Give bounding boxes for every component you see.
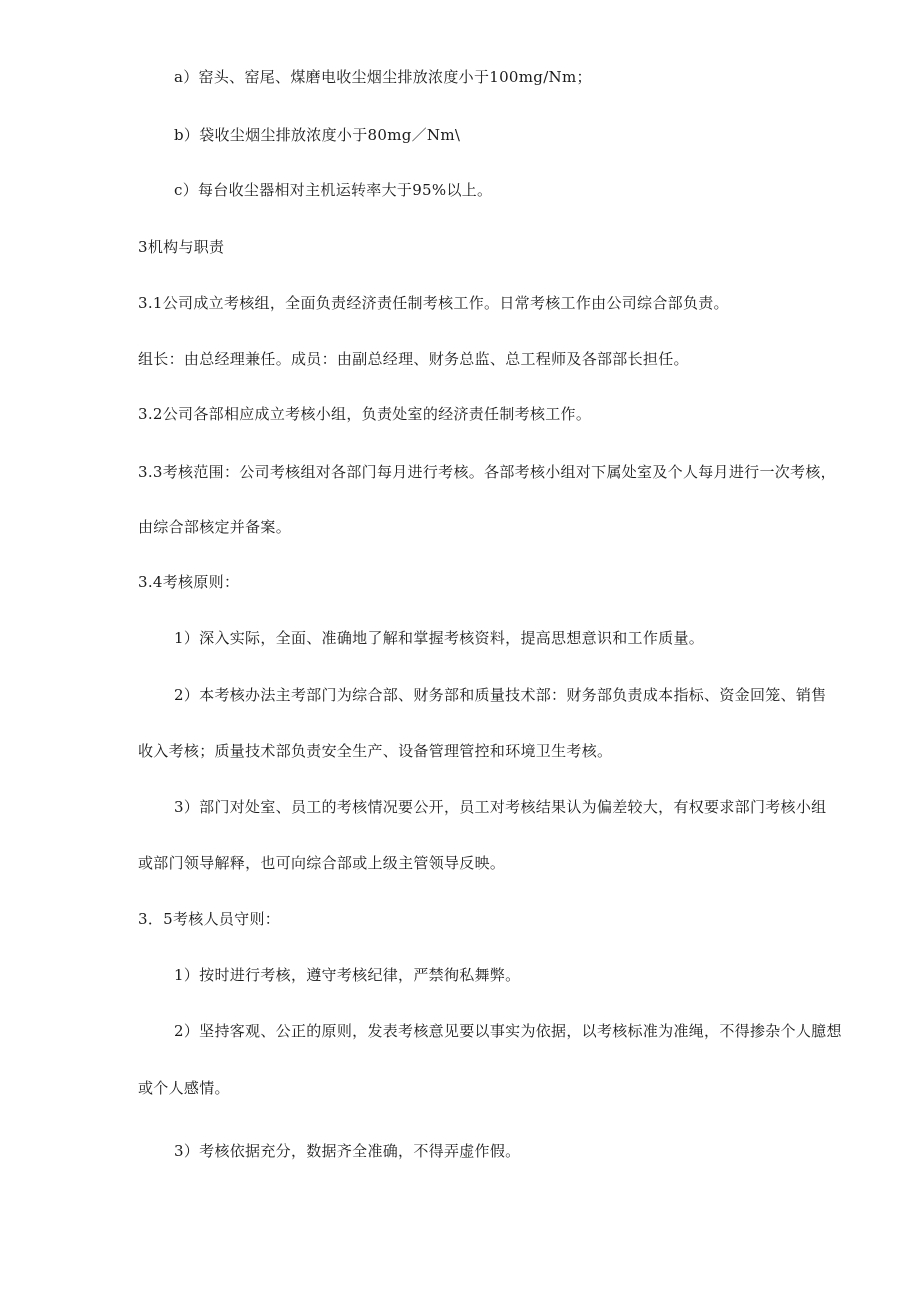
principle-3-continued: 或部门领导解释，也可向综合部或上级主管领导反映。: [138, 854, 506, 872]
rule-1-text: 1）按时进行考核，遵守考核纪律，严禁徇私舞弊。: [174, 966, 521, 984]
team-members-text: 组长：由总经理兼任。成员：由副总经理、财务总监、总工程师及各部部长担任。: [138, 350, 689, 368]
section-3-5-heading: 3．5考核人员守则：: [138, 910, 281, 928]
rule-2-continued: 或个人感情。: [138, 1079, 230, 1097]
clause-a-dust-emission: a）窑头、窑尾、煤磨电收尘烟尘排放浓度小于100mg/Nm；: [174, 68, 592, 86]
section-3-4-heading: 3.4考核原则：: [138, 573, 240, 591]
section-3-3-text: 3.3考核范围：公司考核组对各部门每月进行考核。各部考核小组对下属处室及个人每月进行一次考核，: [138, 463, 836, 481]
rule-3-text: 3）考核依据充分，数据齐全准确，不得弄虚作假。: [174, 1142, 521, 1160]
clause-c-collector-uptime: c）每台收尘器相对主机运转率大于95%以上。: [174, 181, 493, 199]
principle-1-text: 1）深入实际，全面、准确地了解和掌握考核资料，提高思想意识和工作质量。: [174, 629, 705, 647]
clause-b-bag-filter-emission: b）袋收尘烟尘排放浓度小于80mg／Nm\: [174, 126, 461, 144]
principle-2-text: 2）本考核办法主考部门为综合部、财务部和质量技术部：财务部负责成本指标、资金回笼、销售: [174, 686, 827, 704]
section-3-3-continued: 由综合部核定并备案。: [138, 518, 292, 536]
section-3-heading: 3机构与职责: [138, 238, 225, 256]
principle-2-continued: 收入考核；质量技术部负责安全生产、设备管理管控和环境卫生考核。: [138, 742, 613, 760]
section-3-1-text: 3.1公司成立考核组，全面负责经济责任制考核工作。日常考核工作由公司综合部负责。: [138, 294, 729, 312]
rule-2-text: 2）坚持客观、公正的原则，发表考核意见要以事实为依据，以考核标准为准绳，不得掺杂个人臆想: [174, 1022, 842, 1040]
principle-3-text: 3）部门对处室、员工的考核情况要公开，员工对考核结果认为偏差较大，有权要求部门考核小组: [174, 798, 827, 816]
section-3-2-text: 3.2公司各部相应成立考核小组，负责处室的经济责任制考核工作。: [138, 405, 592, 423]
